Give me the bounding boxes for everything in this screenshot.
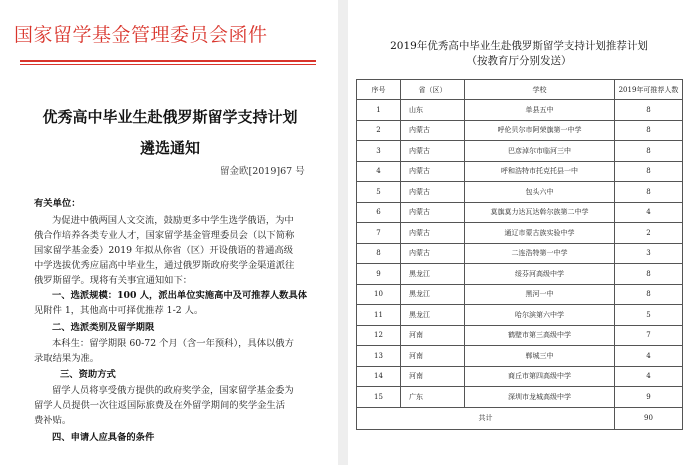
cell-index: 11 (357, 305, 401, 326)
recommendation-page (348, 0, 690, 465)
cell-quota: 8 (615, 120, 683, 141)
table-row (357, 387, 683, 408)
recommendation-table (356, 79, 683, 430)
table-row (357, 243, 683, 264)
cell-index: 10 (357, 284, 401, 305)
cell-quota: 9 (615, 387, 683, 408)
section-2-heading: 二、选派类别及留学期限 (52, 322, 155, 333)
cell-province: 内蒙古 (401, 223, 465, 244)
cell-index: 5 (357, 182, 401, 203)
table-row (357, 325, 683, 346)
cell-quota: 4 (615, 366, 683, 387)
cell-school: 商丘市第四高级中学 (465, 366, 615, 387)
header-index: 序号 (357, 80, 401, 100)
cell-quota: 2 (615, 223, 683, 244)
cell-index: 6 (357, 202, 401, 223)
table-row (357, 264, 683, 285)
table-row (357, 161, 683, 182)
cell-province: 内蒙古 (401, 243, 465, 264)
section-3-line: 费补贴。 (34, 415, 72, 426)
cell-quota: 4 (615, 346, 683, 367)
cell-school: 鹤壁市第三高级中学 (465, 325, 615, 346)
section-1-line: 见附件 1，其他高中可择优推荐 1-2 人。 (34, 305, 204, 316)
cell-quota: 3 (615, 243, 683, 264)
plan-title: 2019年优秀高中毕业生赴俄罗斯留学支持计划推荐计划 (390, 40, 648, 52)
cell-quota: 8 (615, 284, 683, 305)
cell-province: 山东 (401, 100, 465, 121)
table-total-row (357, 407, 683, 429)
table-row (357, 120, 683, 141)
cell-index: 9 (357, 264, 401, 285)
header-quota: 2019年可推荐人数 (615, 80, 683, 100)
cell-index: 4 (357, 161, 401, 182)
cell-province: 河南 (401, 366, 465, 387)
cell-quota: 8 (615, 141, 683, 162)
letterhead-rule (20, 60, 316, 62)
cell-school: 包头六中 (465, 182, 615, 203)
cell-quota: 8 (615, 182, 683, 203)
notice-page (0, 0, 338, 465)
cell-school: 深圳市龙城高级中学 (465, 387, 615, 408)
letterhead-rule-thin (20, 64, 316, 65)
section-2-line: 本科生：留学期限 60-72 个月（含一年预科），具体以俄方 (52, 338, 294, 349)
cell-school: 哈尔滨第六中学 (465, 305, 615, 326)
plan-subtitle: （按教育厅分别发送） (466, 55, 572, 67)
cell-province: 内蒙古 (401, 120, 465, 141)
letterhead: 国家留学基金管理委员会函件 (14, 24, 268, 46)
cell-province: 内蒙古 (401, 202, 465, 223)
header-school: 学校 (465, 80, 615, 100)
table-row (357, 182, 683, 203)
cell-school: 呼伦贝尔市阿荣旗第一中学 (465, 120, 615, 141)
cell-school: 绥芬河高级中学 (465, 264, 615, 285)
cell-index: 13 (357, 346, 401, 367)
paragraph-line: 国家留学基金委）2019 年拟从你省（区）开设俄语的普通高级 (34, 245, 294, 256)
cell-province: 河南 (401, 325, 465, 346)
cell-province: 黑龙江 (401, 264, 465, 285)
cell-school: 巴彦淖尔市临河三中 (465, 141, 615, 162)
cell-index: 1 (357, 100, 401, 121)
table-header-row (357, 80, 683, 100)
cell-province: 内蒙古 (401, 161, 465, 182)
table-row (357, 141, 683, 162)
header-province: 省（区） (401, 80, 465, 100)
cell-school: 黑河一中 (465, 284, 615, 305)
salutation: 有关单位： (34, 198, 81, 209)
cell-province: 河南 (401, 346, 465, 367)
paragraph-line: 为促进中俄两国人文交流，鼓励更多中学生选学俄语，为中 (52, 215, 294, 226)
page-divider (338, 0, 348, 465)
paragraph-line: 中学选拔优秀应届高中毕业生，通过俄罗斯政府奖学金渠道派往 (34, 260, 295, 271)
document-number: 留金欧[2019]67 号 (220, 166, 305, 177)
total-label: 共计 (357, 407, 615, 429)
notice-title: 优秀高中毕业生赴俄罗斯留学支持计划 (42, 108, 298, 126)
cell-quota: 5 (615, 305, 683, 326)
cell-index: 3 (357, 141, 401, 162)
cell-quota: 8 (615, 161, 683, 182)
cell-index: 2 (357, 120, 401, 141)
table-row (357, 284, 683, 305)
cell-quota: 8 (615, 100, 683, 121)
section-4-heading: 四、申请人应具备的条件 (52, 432, 155, 443)
cell-school: 通辽市蒙古族实验中学 (465, 223, 615, 244)
cell-index: 8 (357, 243, 401, 264)
table-row (357, 366, 683, 387)
cell-index: 14 (357, 366, 401, 387)
cell-province: 内蒙古 (401, 141, 465, 162)
cell-quota: 4 (615, 202, 683, 223)
cell-index: 12 (357, 325, 401, 346)
table-row (357, 202, 683, 223)
paragraph-line: 俄合作培养各类专业人才，国家留学基金管理委员会（以下简称 (34, 230, 295, 241)
table-row (357, 305, 683, 326)
table-row (357, 100, 683, 121)
cell-quota: 8 (615, 264, 683, 285)
section-1: 一、选派规模：100 人，派出单位实施高中及可推荐人数具体 (52, 290, 308, 301)
section-3-heading: 三、资助方式 (60, 369, 116, 380)
notice-subtitle: 遴选通知 (139, 139, 200, 157)
section-3-line: 留学人员将享受俄方提供的政府奖学金，国家留学基金委为 (52, 385, 294, 396)
total-value: 90 (615, 407, 683, 429)
cell-school: 莫旗莫力达瓦达斡尔族第二中学 (465, 202, 615, 223)
table-row (357, 346, 683, 367)
cell-school: 郸城三中 (465, 346, 615, 367)
paragraph-line: 俄罗斯留学。现将有关事宜通知如下： (34, 275, 193, 286)
cell-province: 黑龙江 (401, 305, 465, 326)
cell-quota: 7 (615, 325, 683, 346)
cell-province: 内蒙古 (401, 182, 465, 203)
section-3-line: 留学人员提供一次往返国际旅费及在外留学期间的奖学金生活 (34, 400, 286, 411)
cell-school: 呼和浩特市托克托县一中 (465, 161, 615, 182)
table-row (357, 223, 683, 244)
cell-index: 15 (357, 387, 401, 408)
section-2-line: 录取结果为准。 (34, 353, 100, 364)
cell-province: 黑龙江 (401, 284, 465, 305)
cell-province: 广东 (401, 387, 465, 408)
cell-school: 二连浩特第一中学 (465, 243, 615, 264)
cell-school: 单县五中 (465, 100, 615, 121)
cell-index: 7 (357, 223, 401, 244)
